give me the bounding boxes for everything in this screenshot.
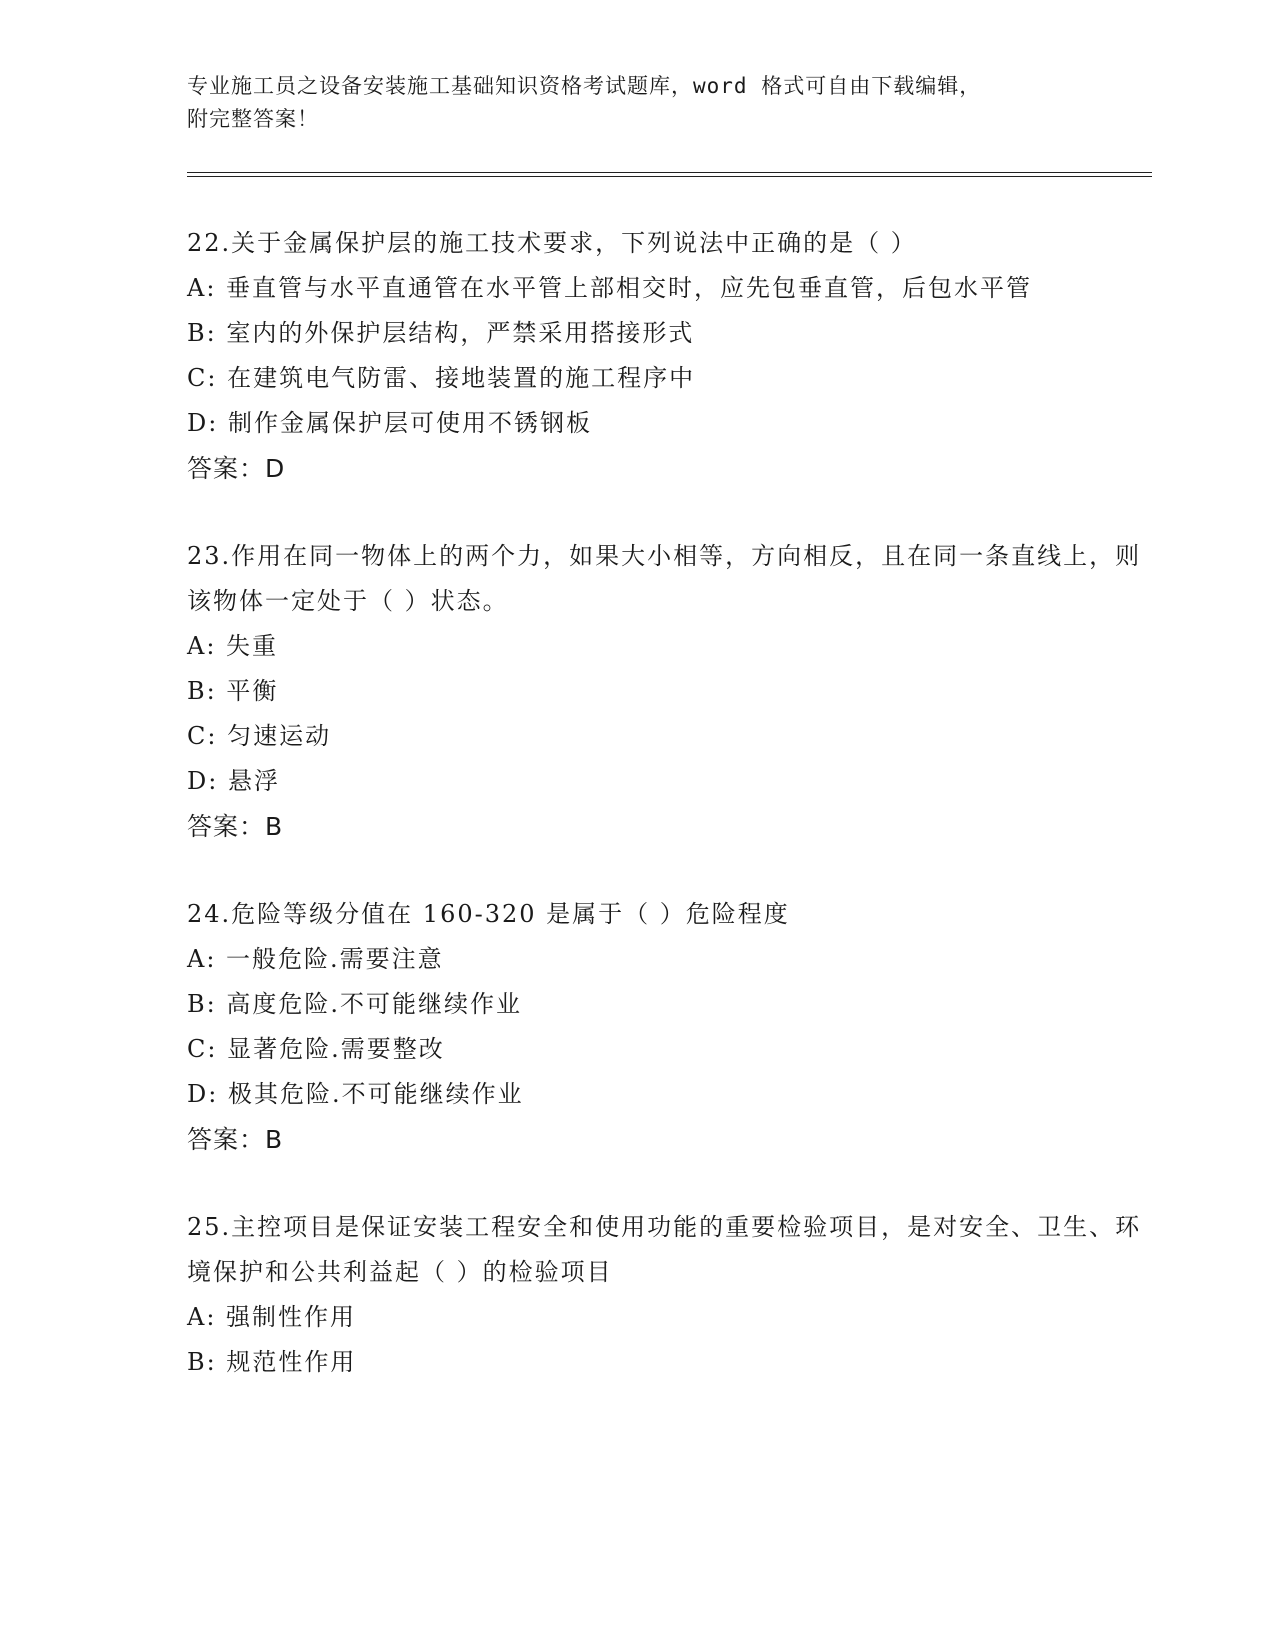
option-c: C: 在建筑电气防雷、接地装置的施工程序中 xyxy=(187,364,696,392)
answer: 答案：B xyxy=(187,812,284,841)
option-a: A: 强制性作用 xyxy=(187,1303,357,1331)
question-spacer xyxy=(187,491,1152,534)
question-stem: 25.主控项目是保证安装工程安全和使用功能的重要检验项目，是对安全、卫生、环境保护和公共利益起（ ）的检验项目 xyxy=(187,1213,1142,1286)
header-line-1: 专业施工员之设备安装施工基础知识资格考试题库，word 格式可自由下载编辑， xyxy=(187,74,982,98)
option-b: B: 室内的外保护层结构，严禁采用搭接形式 xyxy=(187,319,695,347)
option-d: D: 悬浮 xyxy=(187,767,280,795)
question-23 xyxy=(187,534,1152,849)
header-line-2: 附完整答案！ xyxy=(187,107,319,131)
option-b: B: 高度危险.不可能继续作业 xyxy=(187,990,522,1018)
option-a: A: 一般危险.需要注意 xyxy=(187,945,444,973)
document-header xyxy=(187,70,1152,136)
question-spacer xyxy=(187,849,1152,892)
divider-line-top xyxy=(187,172,1152,173)
question-stem: 23.作用在同一物体上的两个力，如果大小相等，方向相反，且在同一条直线上，则该物体一定处于（ ）状态。 xyxy=(187,542,1142,615)
header-divider xyxy=(187,172,1152,177)
answer: 答案：D xyxy=(187,454,286,483)
option-a: A: 失重 xyxy=(187,632,279,660)
question-stem: 24.危险等级分值在 160-320 是属于（ ）危险程度 xyxy=(187,900,790,928)
question-25 xyxy=(187,1205,1152,1385)
question-stem: 22.关于金属保护层的施工技术要求，下列说法中正确的是（ ） xyxy=(187,229,917,257)
answer: 答案：B xyxy=(187,1125,284,1154)
question-22 xyxy=(187,221,1152,491)
option-a: A: 垂直管与水平直通管在水平管上部相交时，应先包垂直管，后包水平管 xyxy=(187,274,1033,302)
question-list xyxy=(187,221,1152,1385)
question-24 xyxy=(187,892,1152,1162)
option-b: B: 规范性作用 xyxy=(187,1348,357,1376)
divider-line-bottom xyxy=(187,176,1152,177)
option-b: B: 平衡 xyxy=(187,677,279,705)
option-d: D: 制作金属保护层可使用不锈钢板 xyxy=(187,409,592,437)
option-c: C: 匀速运动 xyxy=(187,722,332,750)
document-page xyxy=(187,70,1152,1385)
option-d: D: 极其危险.不可能继续作业 xyxy=(187,1080,524,1108)
option-c: C: 显著危险.需要整改 xyxy=(187,1035,445,1063)
question-spacer xyxy=(187,1162,1152,1205)
